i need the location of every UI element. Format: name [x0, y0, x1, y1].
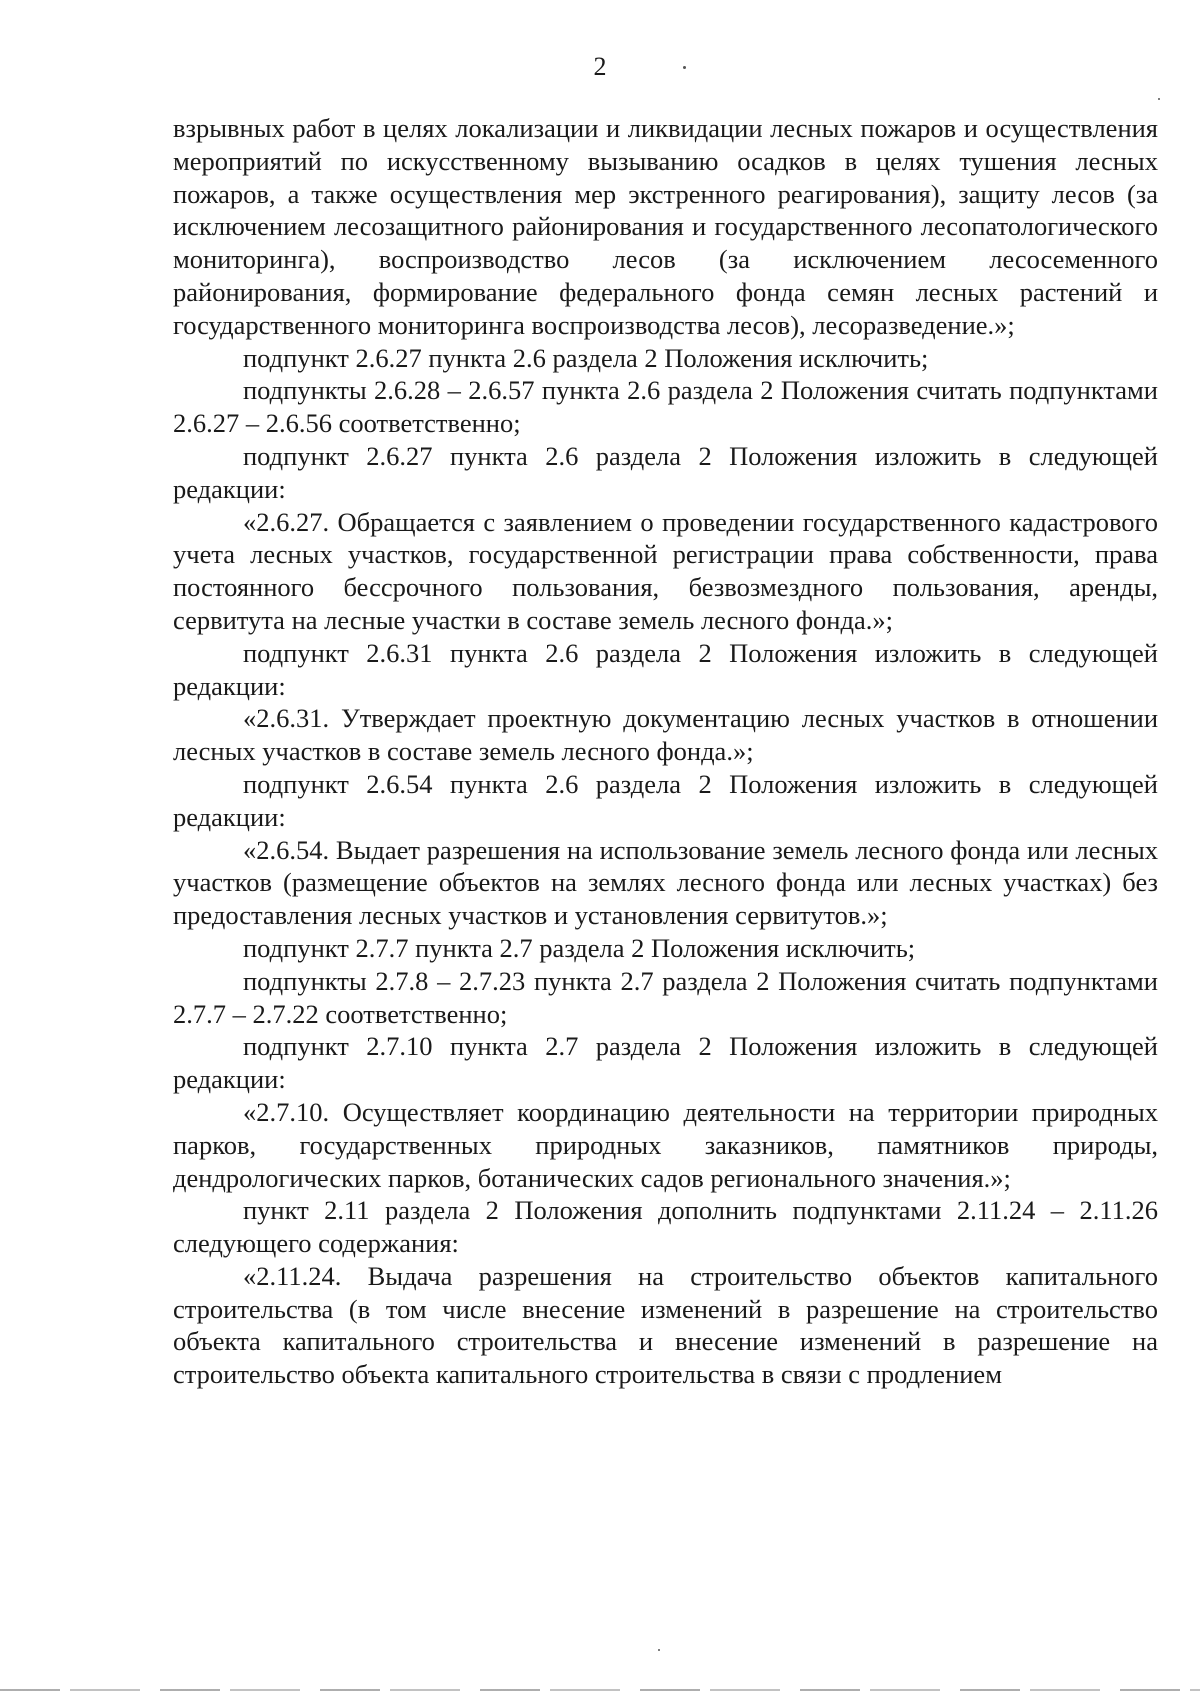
paragraph: «2.6.54. Выдает разрешения на использование земель лесного фонда или лесных участков (размещение объектов на землях лесного фонда или лесных участках) без предоставления лесных участков и установления сервитутов.»; [173, 834, 1158, 931]
paragraph: подпункт 2.7.7 пункта 2.7 раздела 2 Положения исключить; [243, 932, 916, 963]
paragraph: «2.6.31. Утверждает проектную документацию лесных участков в отношении лесных участков в составе земель лесного фонда.»; [173, 703, 1158, 767]
document-body [173, 112, 1158, 1391]
scan-edge [0, 1689, 1200, 1691]
page-number: 2 [593, 52, 607, 81]
paragraph: «2.11.24. Выдача разрешения на строительство объектов капитального строительства (в том числе внесение изменений в разрешение на строительство объекта капитального строительства и внесение изменений в разрешение на строительство объекта капитального строительства в связи с продлением [173, 1260, 1158, 1390]
paragraph: подпункт 2.7.10 пункта 2.7 раздела 2 Положения изложить в следующей редакции: [173, 1031, 1158, 1095]
paragraph: подпункты 2.6.28 – 2.6.57 пункта 2.6 раздела 2 Положения считать подпунктами 2.6.27 – 2.6.56 соответственно; [173, 375, 1158, 439]
paragraph: подпункт 2.6.27 пункта 2.6 раздела 2 Положения изложить в следующей редакции: [173, 440, 1158, 504]
scan-speck [658, 1649, 660, 1651]
scan-speck [1158, 98, 1160, 100]
paragraph: «2.7.10. Осуществляет координацию деятельности на территории природных парков, государственных природных заказников, памятников природы, дендрологических парков, ботанических садов регионального значения.»; [173, 1096, 1158, 1193]
paragraph: пункт 2.11 раздела 2 Положения дополнить подпунктами 2.11.24 – 2.11.26 следующего содержания: [173, 1195, 1158, 1259]
paragraph: подпункт 2.6.31 пункта 2.6 раздела 2 Положения изложить в следующей редакции: [173, 637, 1158, 701]
paragraph: подпункт 2.6.27 пункта 2.6 раздела 2 Положения исключить; [243, 342, 929, 373]
scan-speck [683, 66, 686, 69]
paragraph: подпункт 2.6.54 пункта 2.6 раздела 2 Положения изложить в следующей редакции: [173, 768, 1158, 832]
paragraph: подпункты 2.7.8 – 2.7.23 пункта 2.7 раздела 2 Положения считать подпунктами 2.7.7 – 2.7.22 соответственно; [173, 965, 1158, 1029]
paragraph: взрывных работ в целях локализации и ликвидации лесных пожаров и осуществления мероприятий по искусственному вызыванию осадков в целях тушения лесных пожаров, а также осуществления мер экстренного реагирования), защиту лесов (за исключением лесозащитного районирования и государственного лесопатологического мониторинга), воспроизводство лесов (за исключением лесосеменного районирования, формирование федерального фонда семян лесных растений и государственного мониторинга воспроизводства лесов), лесоразведение.»; [173, 113, 1158, 340]
paragraph: «2.6.27. Обращается с заявлением о проведении государственного кадастрового учета лесных участков, государственной регистрации права собственности, права постоянного бессрочного пользования, безвозмездного пользования, аренды, сервитута на лесные участки в составе земель лесного фонда.»; [173, 506, 1158, 635]
